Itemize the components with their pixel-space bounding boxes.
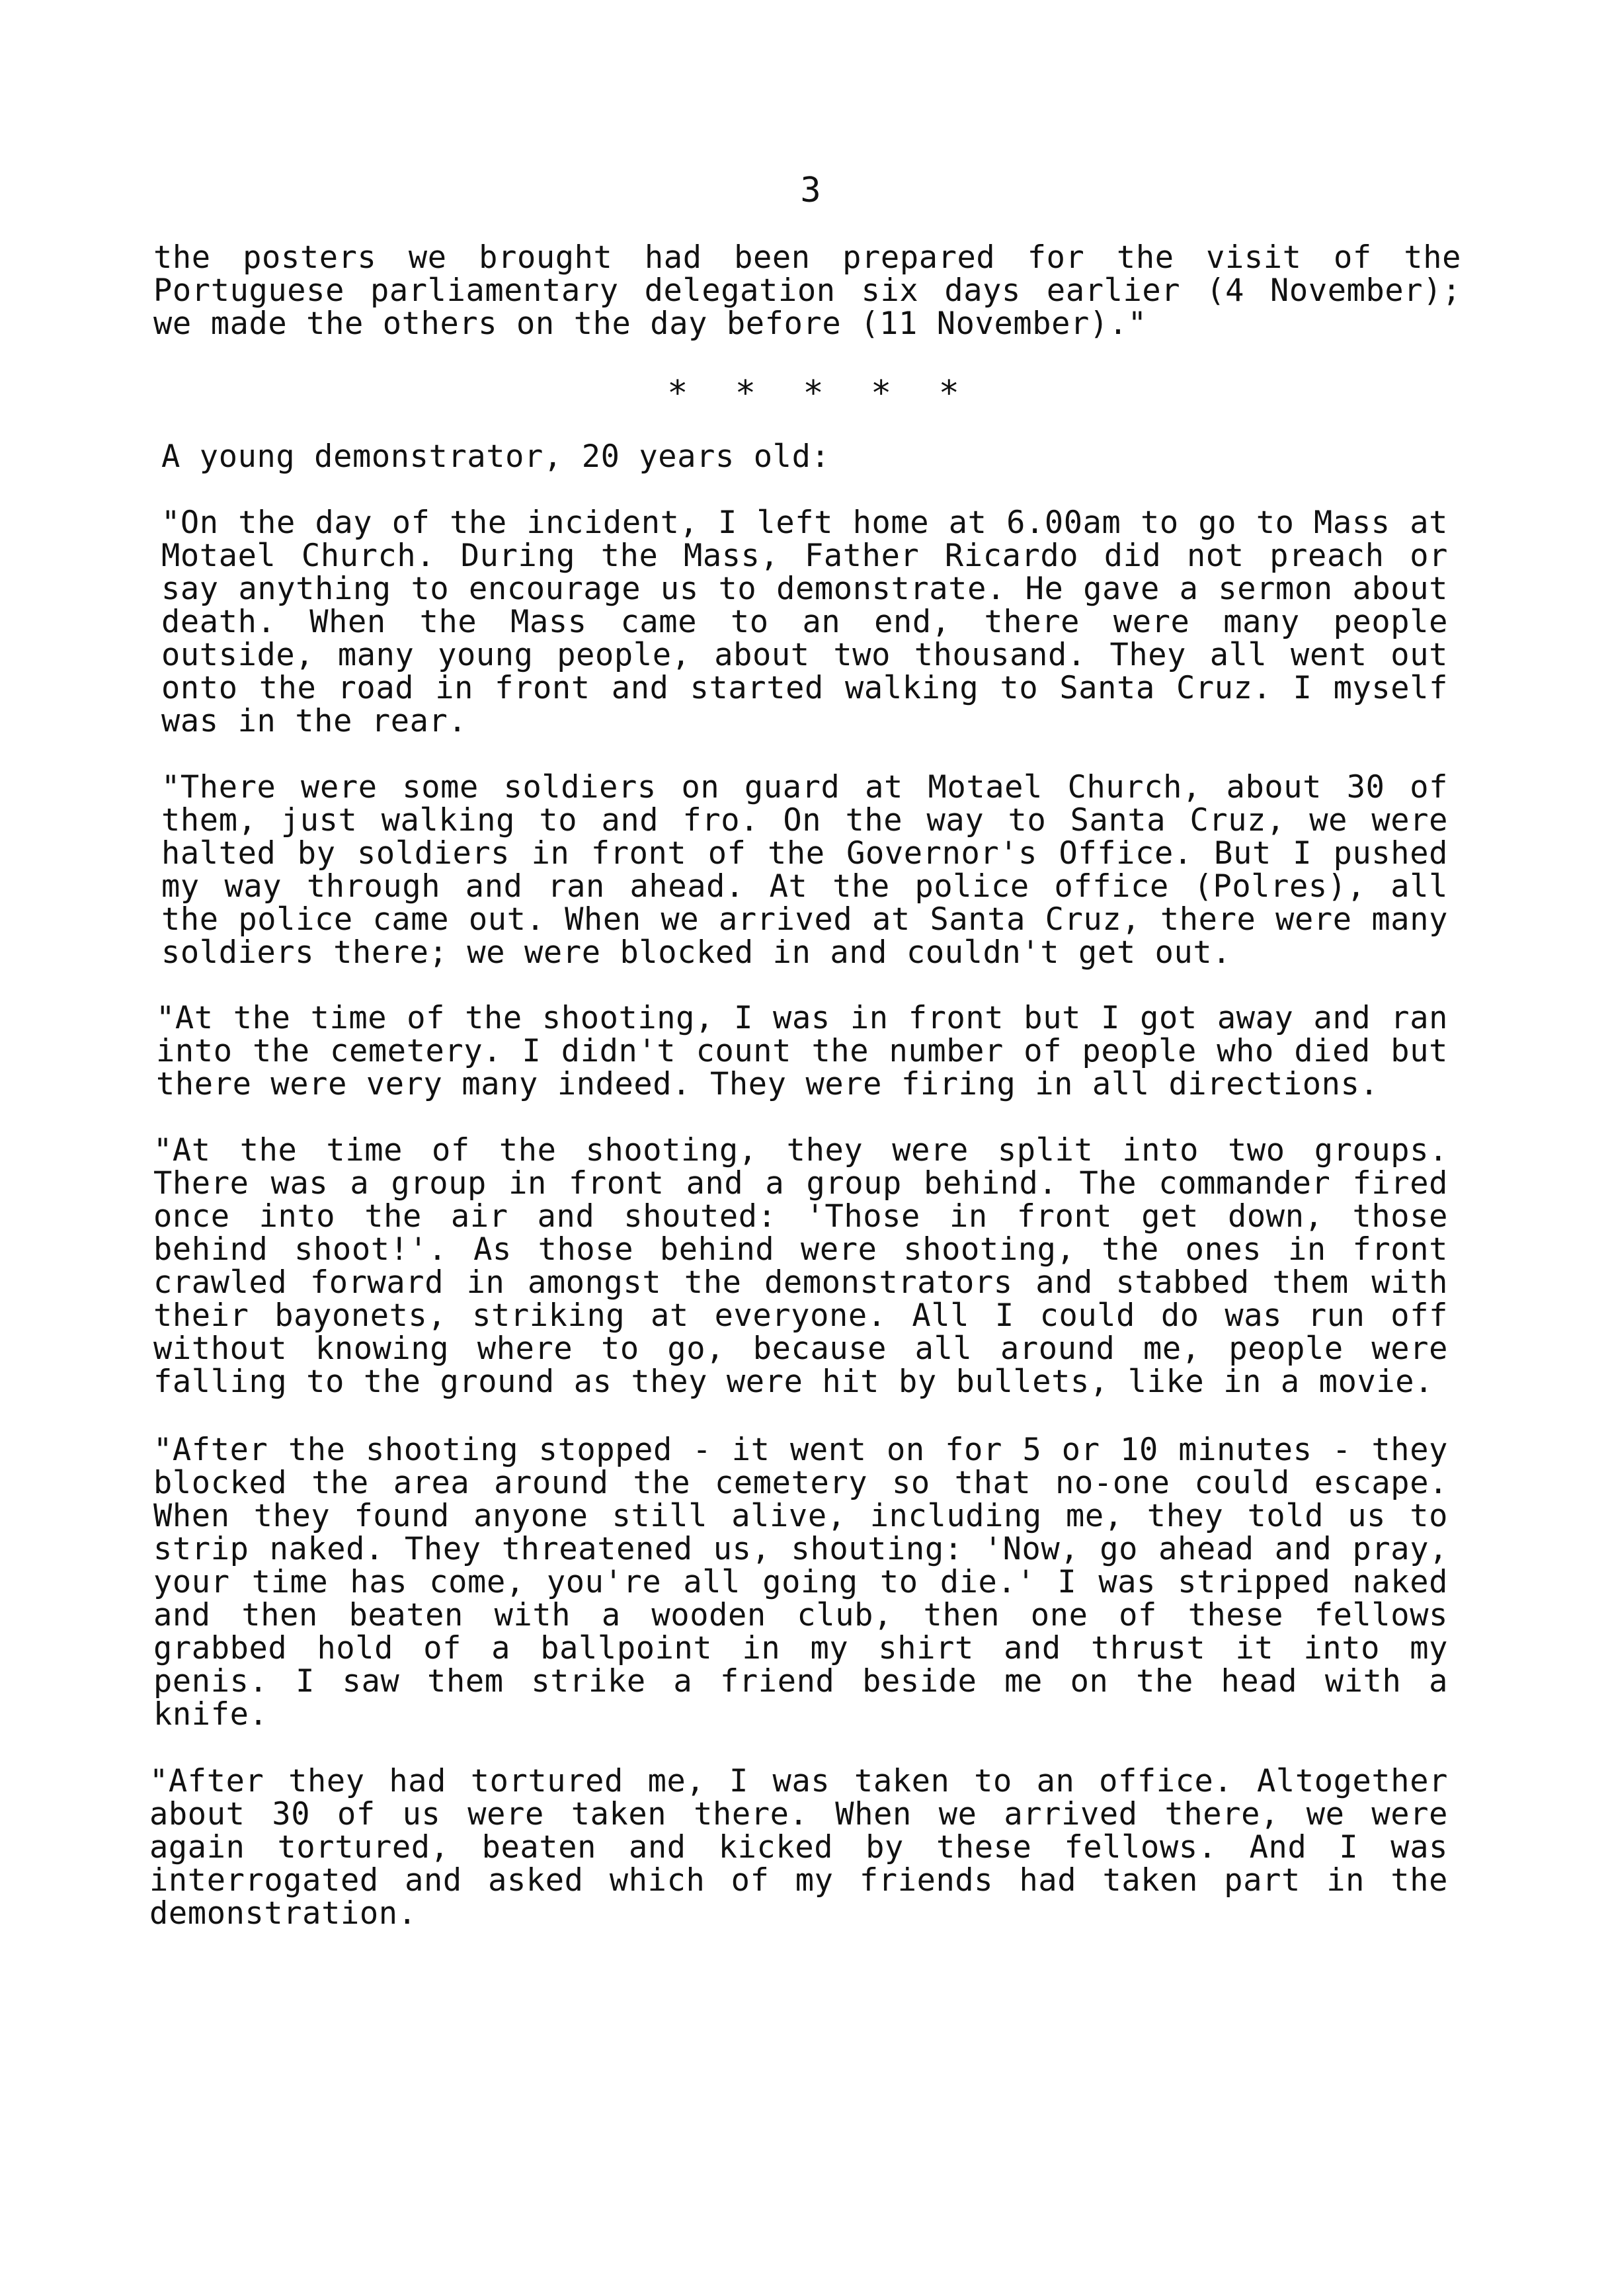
paragraph-text: "On the day of the incident, I left home at 6.00am to go to Mass at Motael Church. During the Mass, Father Ricardo did not preach or say anything to encourage us to demonstrate. He gave a sermon about death. When the Mass came to an end, there were many people outside, many young people, about two thousand. They all went out onto the road in front and started walking to Santa Cruz. I myself was in the rear. [161,505,1448,739]
testimony-paragraph [161,771,1448,969]
continuation-text: the posters we brought had been prepared for the visit of the Portuguese parliamentary delegation six days earlier (4 November); we made the others on the day before (11 November)." [153,239,1461,342]
continuation-paragraph [153,241,1461,341]
paragraph-text: "After the shooting stopped - it went on for 5 or 10 minutes - they blocked the area around the cemetery so that no-one could escape. When they found anyone still alive, including me, they told us to strip naked. They threatened us, shouting: 'Now, go ahead and pray, your time has come, you're all going to die.' I was stripped naked and then beaten with a wooden club, then one of these fellows grabbed hold of a ballpoint in my shirt and thrust it into my penis. I saw them strike a friend beside me on the head with a knife. [153,1432,1448,1733]
paragraph-text: "At the time of the shooting, I was in front but I got away and ran into the cemetery. I didn't count the number of people who died but there were very many indeed. They were firing in all directions. [156,1000,1448,1102]
speaker-intro: A young demonstrator, 20 years old: [161,438,830,475]
paragraph-text: "After they had tortured me, I was taken to an office. Altogether about 30 of us were taken there. When we arrived there, we were again tortured, beaten and kicked by these fellows. And I was interrogated and asked which of my friends had taken part in the demonstration. [149,1763,1448,1932]
testimony-paragraph [161,507,1448,738]
testimony-paragraph [149,1765,1448,1930]
testimony-paragraph [156,1002,1448,1101]
paragraph-text: "At the time of the shooting, they were split into two groups. There was a group in front and a group behind. The commander fired once into the air and shouted: 'Those in front get down, those behind shoot!'. As those behind were shooting, the ones in front crawled forward in amongst the demonstrators and stabbed them with their bayonets, striking at everyone. All I could do was run off without knowing where to go, because all around me, people were falling to the ground as they were hit by bullets, like in a movie. [153,1132,1448,1400]
section-separator: * * * * * [667,374,959,413]
paragraph-text: "There were some soldiers on guard at Motael Church, about 30 of them, just walking to and fro. On the way to Santa Cruz, we were halted by soldiers in front of the Governor's Office. But I pushed my way through and ran ahead. At the police office (Polres), all the police came out. When we arrived at Santa Cruz, there were many soldiers there; we were blocked in and couldn't get out. [161,769,1448,971]
testimony-paragraph [153,1134,1448,1399]
testimony-paragraph [153,1434,1448,1731]
page-number: 3 [800,171,821,210]
